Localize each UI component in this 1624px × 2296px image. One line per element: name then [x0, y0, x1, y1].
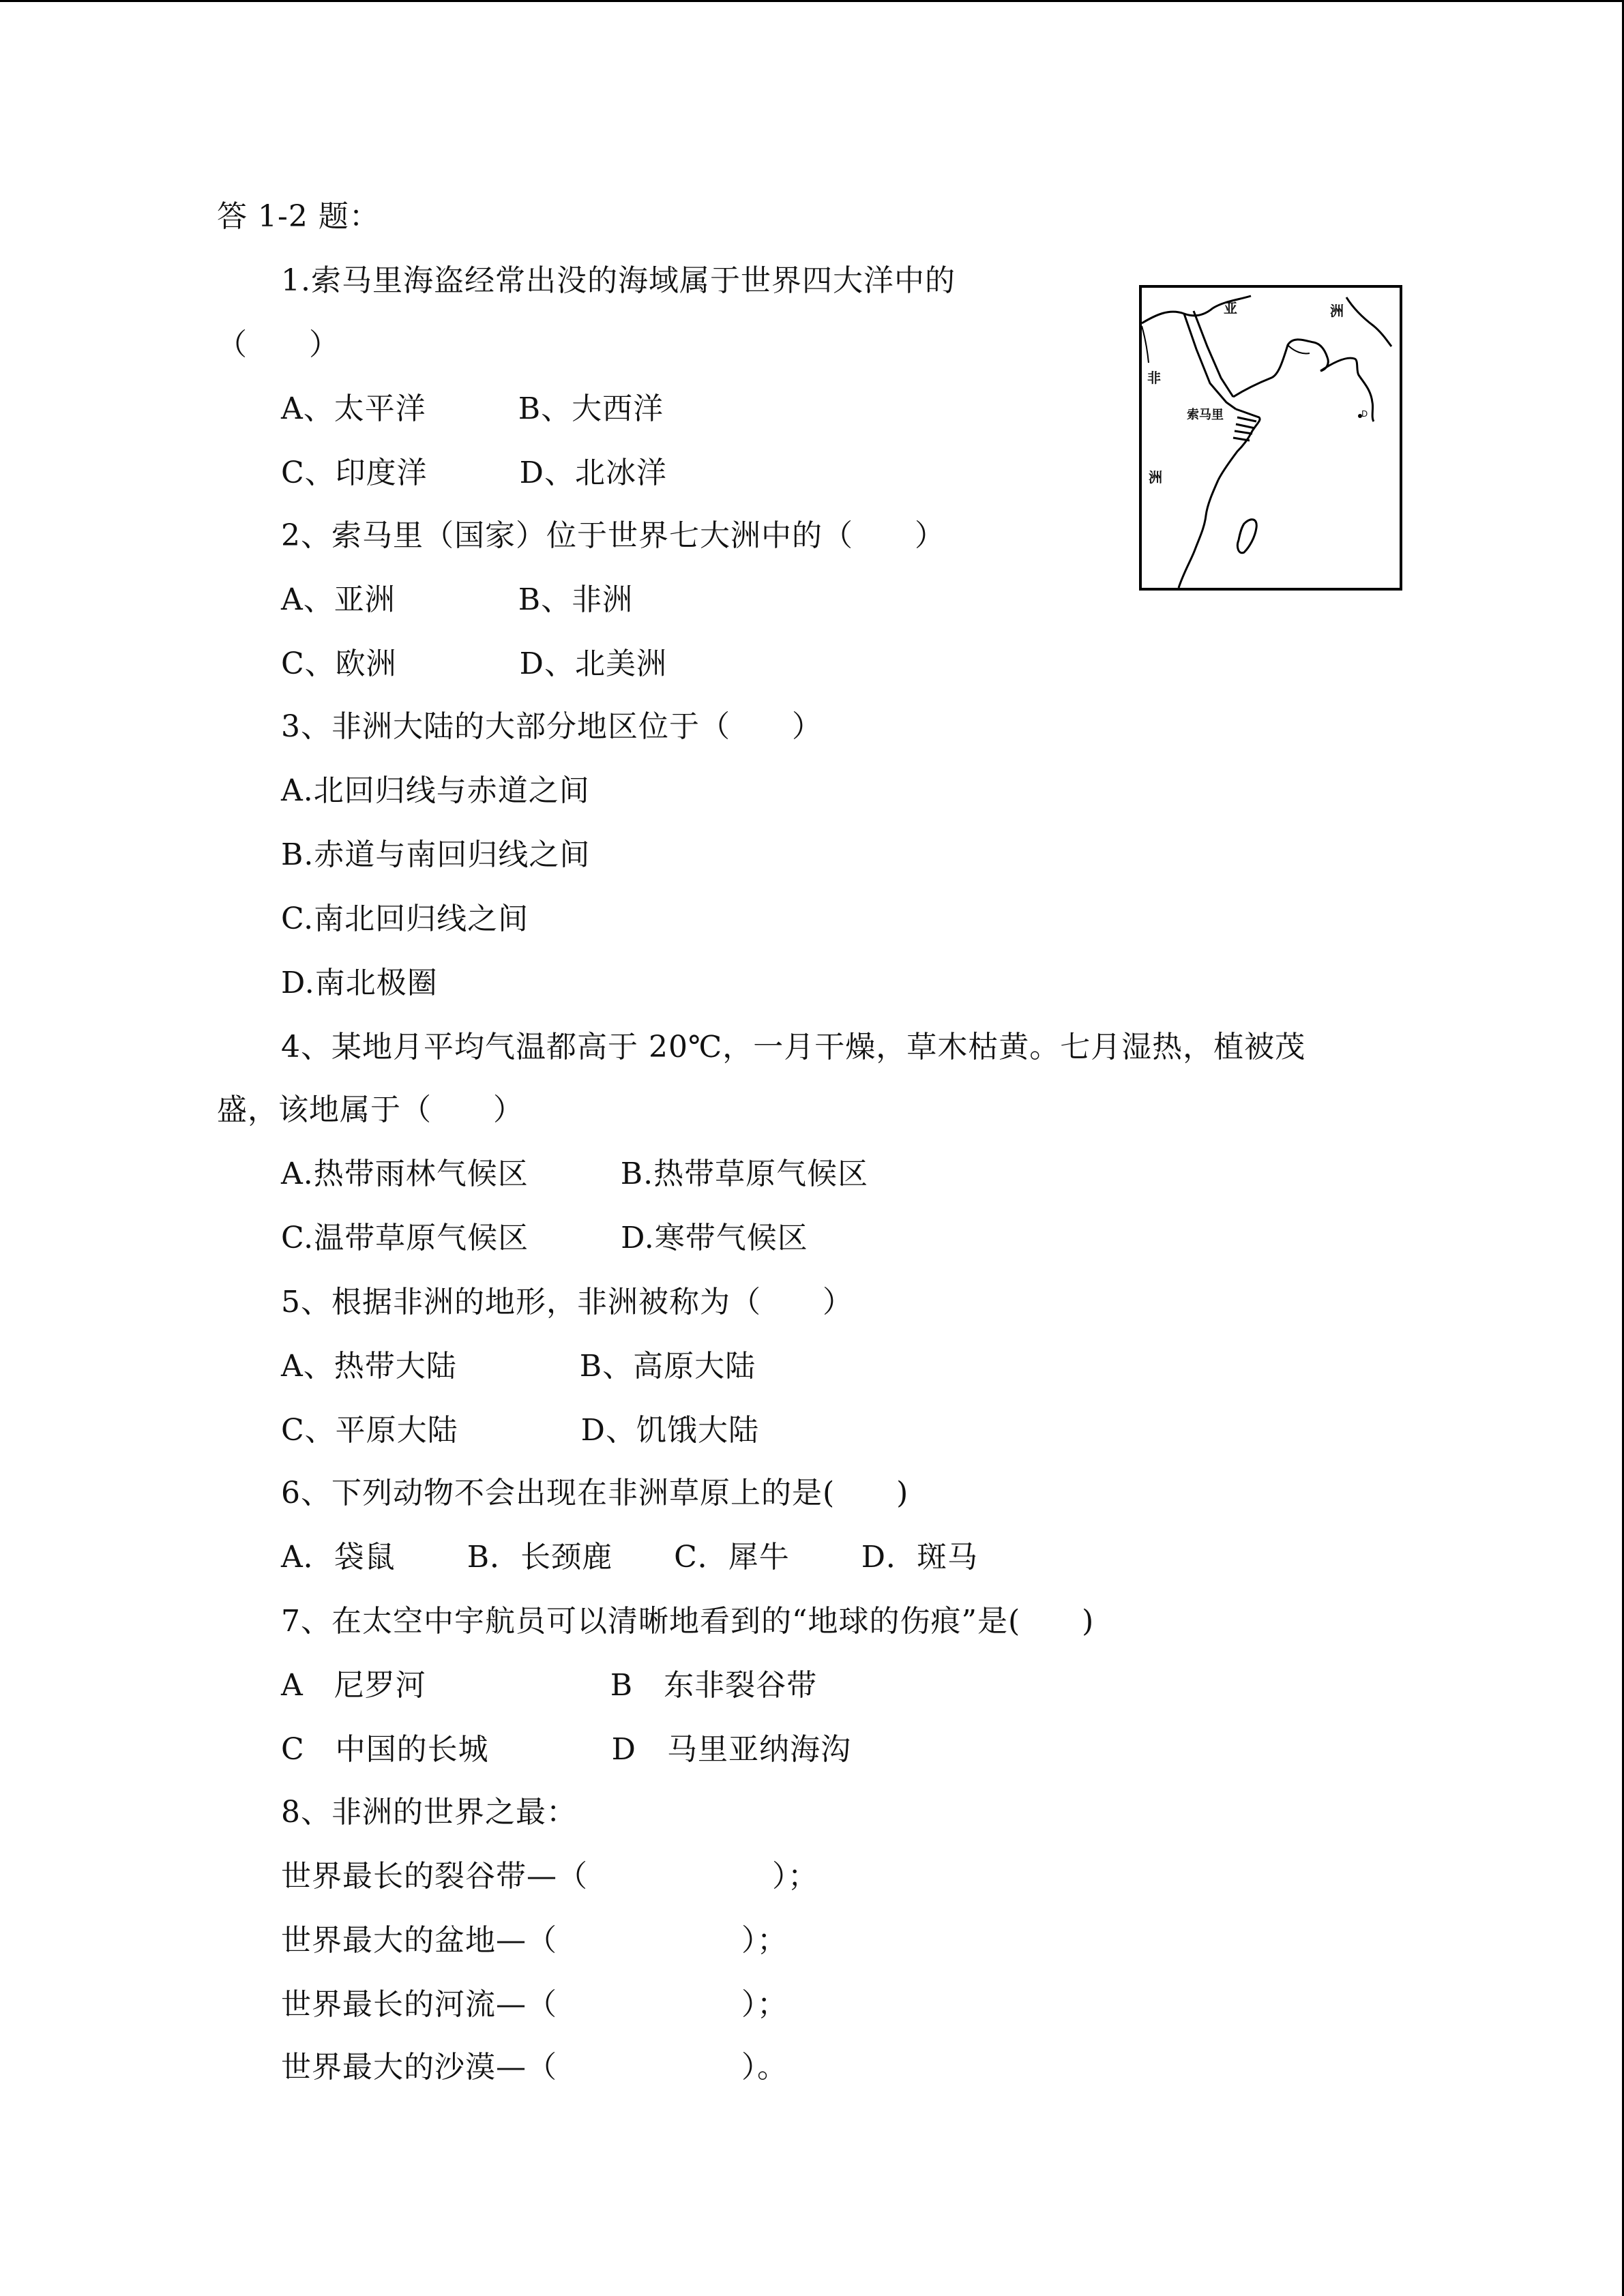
q2-stem: 2、索马里（国家）位于世界七大洲中的（ ） [281, 518, 945, 553]
map-label-asia-2: 洲 [1330, 303, 1344, 319]
q3-option-a: A.北回归线与赤道之间 [281, 773, 590, 808]
q8-stem: 8、非洲的世界之最： [281, 1795, 577, 1830]
q3-option-c: C.南北回归线之间 [281, 901, 529, 936]
q1-options-row2: C、印度洋 D、北冰洋 [281, 456, 667, 490]
q5-stem: 5、根据非洲的地形，非洲被称为（ ） [281, 1285, 853, 1320]
q7-options-row2: C 中国的长城 D 马里亚纳海沟 [281, 1732, 851, 1767]
q5-options-row2: C、平原大陆 D、饥饿大陆 [281, 1413, 759, 1448]
map-label-somalia: 索马里 [1187, 408, 1224, 422]
q8-item-river: 世界最长的河流—（ ）； [281, 1987, 788, 2022]
q4-options-row1: A.热带雨林气候区 B.热带草原气候区 [281, 1157, 869, 1191]
q4-stem-line1: 4、某地月平均气温都高于 20℃，一月干燥，草木枯黄。七月湿热，植被茂 [281, 1030, 1306, 1064]
q1-stem: 1.索马里海盗经常出没的海域属于世界四大洋中的 [281, 263, 956, 298]
section-header: 答 1-2 题： [217, 199, 380, 234]
q7-options-row1: A 尼罗河 B 东非裂谷带 [281, 1668, 818, 1703]
map-coastlines [1142, 288, 1400, 588]
q8-item-desert: 世界最大的沙漠—（ ）。 [281, 2050, 788, 2085]
q6-stem: 6、下列动物不会出现在非洲草原上的是( ) [281, 1476, 909, 1510]
q3-option-d: D.南北极圈 [281, 966, 438, 1000]
q6-options: A．袋鼠 B．长颈鹿 C．犀牛 D．斑马 [281, 1540, 979, 1575]
q8-item-basin: 世界最大的盆地—（ ）； [281, 1923, 788, 1958]
q3-option-b: B.赤道与南回归线之间 [281, 837, 591, 872]
map-label-africa-2: 洲 [1149, 469, 1162, 486]
q4-options-row2: C.温带草原气候区 D.寒带气候区 [281, 1221, 808, 1255]
q3-stem: 3、非洲大陆的大部分地区位于（ ） [281, 709, 823, 744]
map-label-d: D [1361, 409, 1368, 419]
q1-blank: （ ） [217, 327, 340, 362]
q1-options-row1: A、太平洋 B、大西洋 [281, 391, 664, 426]
q2-options-row2: C、欧洲 D、北美洲 [281, 646, 667, 681]
q8-item-rift: 世界最长的裂谷带—（ ）； [281, 1859, 818, 1894]
map-label-asia-1: 亚 [1224, 300, 1237, 316]
page-border-top [0, 0, 1624, 2]
q4-stem-line2: 盛，该地属于（ ） [217, 1092, 524, 1127]
map-label-africa-1: 非 [1147, 370, 1161, 386]
somalia-map-figure [1139, 285, 1402, 591]
q5-options-row1: A、热带大陆 B、高原大陆 [281, 1349, 756, 1384]
q7-stem: 7、在太空中宇航员可以清晰地看到的“地球的伤痕”是( ) [281, 1604, 1095, 1639]
q2-options-row1: A、亚洲 B、非洲 [281, 582, 634, 617]
